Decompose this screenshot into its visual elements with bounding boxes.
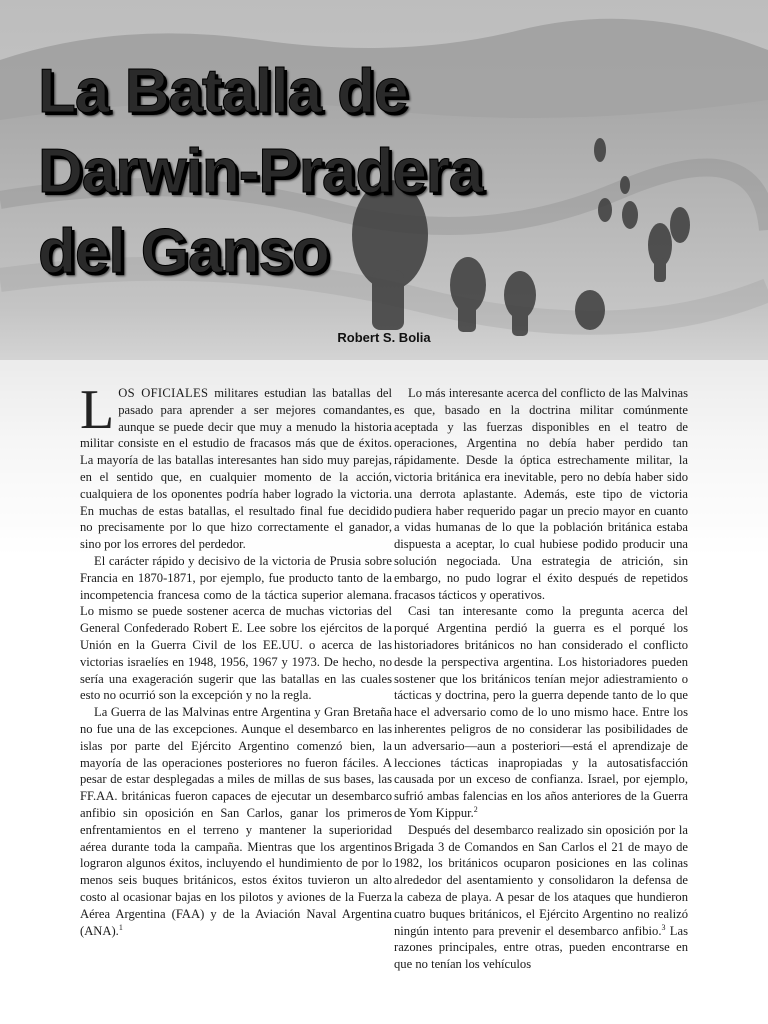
drop-cap: L [80,379,115,441]
author-byline [0,330,768,345]
paragraph [394,385,688,603]
footnote-marker: 1 [118,922,123,932]
paragraph-text: Las razones principales, entre otras, pueden encontrarse en que no tenían los vehículos [394,923,688,972]
paragraph-text: Casi tan interesante como la pregunta acerca del porqué Argentina perdió la guerra es el porqué los historiadores británicos no han considerado el conflicto desde la perspectiva argentina. Los historiadores pueden sostener que los británicos tenían mejor adiestramiento o tácticas y doctrina, pero la guerra depende tanto de lo que hace el adversario como de lo uno mismo hace. Entre los inherentes peligros de no considerar las posibilidades de un adversario—aun a posteriori—está el aprendizaje de lecciones tácticas inapropiadas y la autosatisfacción causada por un exceso de confianza. Israel, por ejemplo, sufrió ambas falencias en los años anteriores de la Guerra de Yom Kippur. [394,604,688,820]
paragraph [80,553,392,704]
title-line-2: Darwin-Pradera [38,137,483,206]
paragraph [80,704,392,939]
paragraph-text: Lo más interesante acerca del conflicto de las Malvinas es que, basado en la doctrina militar comúnmente aceptada y las fuerzas disponibles en el teatro de operaciones, Argentina no debía haber perdido tan rápidamente. Desde la óptica estrechamente militar, la victoria británica era inevitable, pero no debía haber sido una derrota aplastante. Además, este tipo de victoria pudiera haber requerido pagar un precio mayor en cuanto a vidas humanas de lo que la población británica estaba dispuesta a aceptar, lo cual hubiese podido producir una solución negociada. Una estrategia de atrición, sin embargo, no pudo lograr el éxito después de repetidos fracasos tácticos y operativos. [394,386,688,602]
paragraph [394,822,688,973]
paragraph-text: El carácter rápido y decisivo de la victoria de Prusia sobre Francia en 1870-1871, por ejemplo, fue producto tanto de la incompetencia francesa como de la táctica superior alemana. Lo mismo se puede sostener acerca de muchas victorias del General Confederado Robert E. Lee sobre los ejércitos de la Unión en la Guerra Civil de los EE.UU. o acerca de las victorias israelíes en 1948, 1956, 1967 y 1973. De hecho, no sería una exageración sugerir que las batallas en las cuales esto no ocurrió son la excepción y no la regla. [80,553,392,703]
footnote-marker: 3 [661,922,666,932]
paragraph [394,603,688,821]
paragraph-text: militares estudian las batallas del pasado para aprender a ser mejores comandantes, aunque se puede decir que muy a menudo la historia militar consiste en el estudio de fracasos más que de éxitos. La mayoría de las batallas interesantes han sido muy parejas, en el sentido que, en cualquier momento de la acción, cualquiera de los oponentes podría haber logrado la victoria. En muchas de estas batallas, el resultado final fue decidido no precisamente por lo que hizo correctamente el ganador, sino por los errores del perdedor. [80,386,392,552]
paragraph-text: La Guerra de las Malvinas entre Argentina y Gran Bretaña no fue una de las excepciones. Aunque el desembarco en las islas por parte del Ejército Argentino comenzó bien, la mayoría de las operaciones posteriores no fueron fáciles. A pesar de estar desplegadas a miles de millas de sus bases, las FF.AA. británicas fueron capaces de ejecutar un desembarco anfibio sin oposición en San Carlos, ganar los primeros enfrentamientos en el terreno y mantener la superioridad aérea durante toda la campaña. Mientras que los argentinos lograron algunos éxitos, incluyendo el hundimiento de por lo menos seis buques británicos, estos éxitos tuvieron un alto costo al ocasionar bajas en los pilotos y aviones de la Fuerza Aérea Argentina (FAA) y de la Aviación Naval Argentina (ANA). [80,705,392,938]
lead-in: OS OFICIALES [118,386,209,400]
author-name: Robert S. Bolia [337,330,431,345]
article-title [38,52,482,292]
left-column [80,379,392,939]
paragraph [80,379,392,553]
title-line-3: del Ganso [38,217,329,286]
title-line-1: La Batalla de [38,57,408,126]
footnote-marker: 2 [473,804,478,814]
paragraph-text: Después del desembarco realizado sin oposición por la Brigada 3 de Comandos en San Carlos el 21 de mayo de 1982, los británicos ocuparon posiciones en las colinas alrededor del asentamiento y consolidaron la defensa de la cabeza de playa. A pesar de los ataques que hundieron cuatro buques británicos, el Ejército Argentino no realizó ningún intento para prevenir el desembarco anfibio. [394,822,688,938]
right-column [394,385,688,973]
